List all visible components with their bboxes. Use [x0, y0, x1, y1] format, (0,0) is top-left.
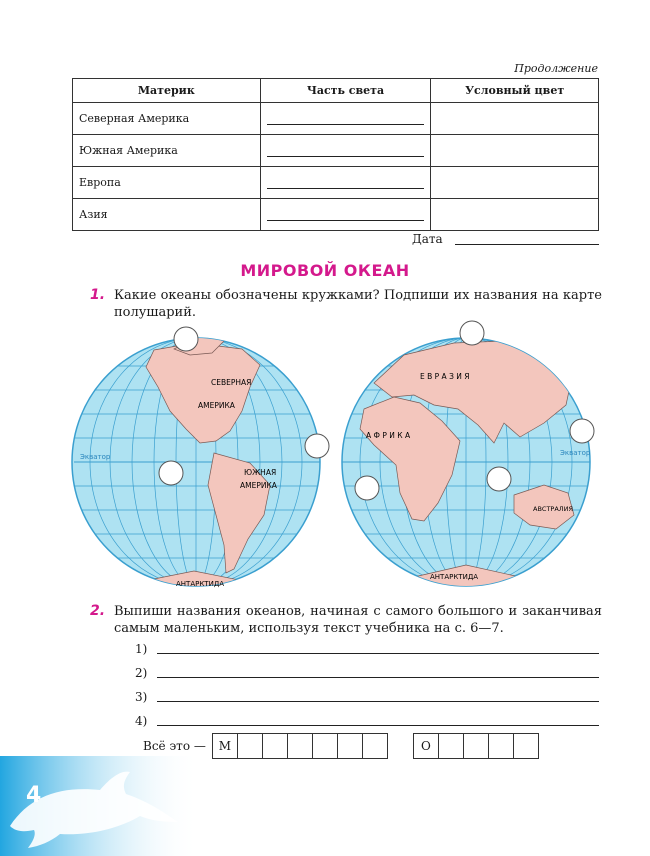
all-this-label: Всё это —	[143, 739, 206, 753]
task-text: Какие океаны обозначены кружками? Подпиши их названия на карте полушарий.	[114, 288, 602, 320]
continent-name: Азия	[73, 199, 261, 231]
label-north-america: СЕВЕРНАЯ	[211, 378, 252, 387]
continent-name: Европа	[73, 167, 261, 199]
column-header: Условный цвет	[431, 79, 599, 103]
continent-name: Южная Америка	[73, 135, 261, 167]
continent-name: Северная Америка	[73, 103, 261, 135]
word-cells-2	[413, 733, 539, 759]
letter-cell[interactable]	[288, 734, 313, 758]
table-row	[73, 167, 599, 199]
answer-number: 1)	[135, 642, 148, 656]
letter-cell[interactable]	[338, 734, 363, 758]
label-south-america: ЮЖНАЯ	[244, 468, 277, 477]
continents-table	[72, 78, 599, 231]
ocean-marker[interactable]	[305, 434, 329, 458]
part-of-world-field[interactable]	[260, 167, 431, 199]
letter-cell[interactable]	[489, 734, 514, 758]
western-hemisphere	[72, 327, 334, 597]
color-field[interactable]	[431, 103, 599, 135]
label-australia: АВСТРАЛИЯ	[533, 505, 574, 513]
continued-label: Продолжение	[514, 62, 598, 75]
section-title: МИРОВОЙ ОКЕАН	[240, 261, 410, 280]
task-1	[90, 287, 602, 321]
ocean-marker[interactable]	[570, 419, 594, 443]
task-text: Выпиши названия океанов, начиная с самого большого и заканчивая самым маленьким, используя текст учебника на с. 6—7.	[114, 604, 602, 636]
color-field[interactable]	[431, 199, 599, 231]
label-south-america: АМЕРИКА	[240, 481, 277, 490]
letter-cell[interactable]	[439, 734, 464, 758]
answer-number: 2)	[135, 666, 148, 680]
task-number: 1.	[90, 287, 106, 303]
part-of-world-field[interactable]	[260, 135, 431, 167]
answer-field[interactable]	[157, 677, 599, 678]
letter-cell: М	[213, 734, 238, 758]
answer-number: 3)	[135, 690, 148, 704]
table-header-row	[73, 79, 599, 103]
letter-cell[interactable]	[514, 734, 538, 758]
label-antarctica: АНТАРКТИДА	[176, 580, 225, 588]
table-row	[73, 103, 599, 135]
letter-cell: О	[414, 734, 439, 758]
date-label: Дата	[412, 232, 443, 246]
answer-number: 4)	[135, 714, 148, 728]
word-cells-1	[212, 733, 388, 759]
hemispheres-map	[74, 325, 591, 595]
date-field[interactable]	[455, 244, 599, 245]
column-header: Материк	[73, 79, 261, 103]
part-of-world-field[interactable]	[260, 199, 431, 231]
letter-cell[interactable]	[238, 734, 263, 758]
answer-field[interactable]	[157, 653, 599, 654]
ocean-marker[interactable]	[487, 467, 511, 491]
label-africa: А Ф Р И К А	[366, 431, 411, 440]
table-row	[73, 135, 599, 167]
color-field[interactable]	[431, 135, 599, 167]
eastern-hemisphere	[342, 321, 594, 591]
letter-cell[interactable]	[263, 734, 288, 758]
part-of-world-field[interactable]	[260, 103, 431, 135]
letter-cell[interactable]	[313, 734, 338, 758]
ocean-marker[interactable]	[174, 327, 198, 351]
label-antarctica: АНТАРКТИДА	[430, 573, 479, 581]
label-north-america: АМЕРИКА	[198, 401, 235, 410]
color-field[interactable]	[431, 167, 599, 199]
letter-cell[interactable]	[464, 734, 489, 758]
answer-field[interactable]	[157, 725, 599, 726]
label-equator: Экватор	[560, 449, 591, 457]
page-number: 4	[26, 783, 42, 808]
answer-field[interactable]	[157, 701, 599, 702]
task-number: 2.	[90, 603, 106, 619]
label-eurasia: Е В Р А З И Я	[420, 372, 470, 381]
letter-cell[interactable]	[363, 734, 387, 758]
task-2	[90, 603, 602, 637]
all-this-row	[143, 733, 539, 759]
column-header: Часть света	[260, 79, 431, 103]
ocean-marker[interactable]	[355, 476, 379, 500]
table-row	[73, 199, 599, 231]
label-equator: Экватор	[80, 453, 111, 461]
ocean-marker[interactable]	[159, 461, 183, 485]
ocean-marker[interactable]	[460, 321, 484, 345]
